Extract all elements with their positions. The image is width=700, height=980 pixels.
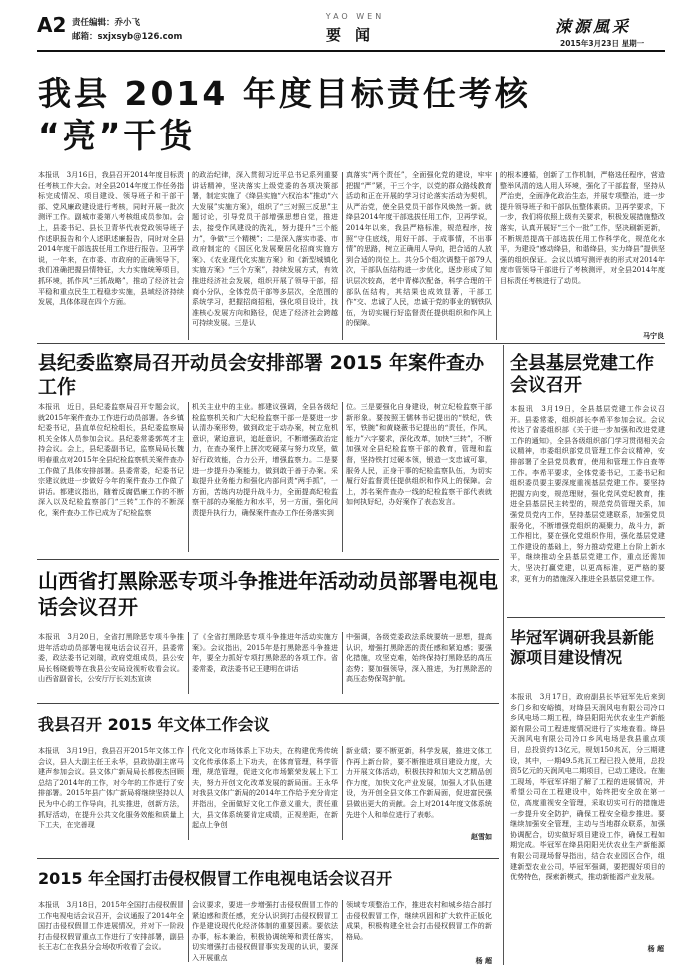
story-headline: 县纪委监察局召开动员会安排部署 2015 年案件查办工作 [38,352,485,398]
story-column: 本报讯 近日，县纪委监察局召开专题会议，就2015年案件查办工作进行动员部署。各乡镇纪委书记，县直单位纪检组长，县纪委监察局机关全体人员参加会议。县纪委常委郭英才主持会议。会上，县纪委副书记，监察局局长魏明春重点对2015年全县纪检监察机关案件查办工作做了具体安排部署。县委常委，纪委书记宗建议就进一步做好今年的案件查办工作做了讲话。都建议指出，随着反腐倡廉工作的不断深入以及纪检监察部门“三转”工作的不断深化，案件查办工作已成为了纪检监察 [38,402,184,517]
story-column: 位。三是要强化自身建设，树立纪检监察干部新形象。要按照王儒林书记提出的“铁纪，铁军，铁腕”和黄晓薇书记提出的“责任，作风，能力”六字要求，深化改革，加快“三转”，不断加强对全县纪检监察干部的教育，管理和监督，坚持铁打过硬本领，锻造一支忠诚可靠，服务人民，正身干事的纪检监察队伍，为切实履行好监督责任提供组织和作风上的保障。会上，苏名案件查办一线的纪检监察干部代表就如何执好纪，办好案作了表态发言。 [346,402,492,507]
story-headline: 2015 年全国打击侵权假冒工作电视电话会议召开 [38,869,393,888]
page-number: A2 [37,13,67,37]
lead-headline-line2: “亮”干货 [38,116,196,155]
section-rule [37,703,499,704]
story-headline: 毕冠军调研我县新能源项目建设情况 [510,628,655,667]
column-divider [188,402,189,552]
column-divider [342,172,343,340]
column-divider [342,402,343,552]
editor-credit: 责任编辑：乔小飞 [72,18,141,28]
lead-story-column-3: 真落实“两个责任”，全面强化党的建设，牢牢把握“严”紧，干三个字，以党的群众路线教育活动和正在开展的学习讨论落实活动为契机，从严治党，使全县党员干部作风焕然一新。就绛县2014年度干部选拔任用工作，卫再学说，2014年以来，我县严格标准，规范程序，按照“守住底线，用好干部、于成事情，不出事情”的思路，树立正确用人导向，把合适的人放到合适的岗位上。共分5个组次调整干部79人次，干部队伍结构进一步优化，逐步形成了知识层次较高，老中青梯次配备，科学合理的干部队伍结构，其结果也成效显著，干部工作“交、忠诚了人民，忠诚于党的事业的钢铁队伍，为切实履行好监督责任提供组织和作风上的保障。 [346,170,492,328]
section-rule [37,343,665,344]
story-author: 杨 超 [647,945,664,953]
section-rule [507,617,665,618]
story-column: 会议要求，要进一步增强打击侵权假冒工作的紧迫感和责任感，充分认识到打击侵权假冒工作是建设现代化经济体制的重要因素。要依法办事，标本兼治，积极协调统筹和责任落实，切实增强打击侵权假冒事实发现的认识，要深入开展重点 [192,900,338,962]
section-rule [37,559,499,560]
column-divider [188,746,189,840]
lead-story-column-2: 的政治纪律，深入贯彻习近平总书记系列重要讲话精神，坚决落实上级党委的各项决策部署，制定实施了《绛县实施“六权治本”推动“六大发展”实施方案》，组织了“三对照三反思”主题讨论，引导党员干部增强思想自觉，推进去，接受作风建设的洗礼，努力提升“三个能力”，争做“三个精模”；二是深入落实市委、市政府制定的《国区化发展聚居化招商实施方案》、《农业现代化实施方案》和《新型城镇化实施方案》“三个方案”，持续发展方式，有效推进经济社会发展，组织开展了领导干部，招商小分队，全体党员干部等多层次，全范围的系统学习，把握招商招租，强化项目设计，找准核心发展方向和路径，促进了经济社会跨越可持续发展。三是认 [192,170,338,328]
lead-story-author: 马宁良 [643,332,664,340]
story-column: 机关主业中的主业。都建议强调，全县各级纪检监察机关和广大纪检监察干部一是要进一步认清办案形势，做到政定于动办案，树立危机意识，紧迫意识，追赶意识，不断增强政治定力，在查办案件上拼次吃硬菜与努力攻坚，做好行政效能，合力公开，增强监察力。二是要进一步提升办案能力，做到敢于善于办案。采取提升业务能力和强化内部问责“两手抓”，一方面，苦练内功提升战斗力，全面提高纪检监察干部的办案能力和水平，另一方面，强化问责提升执行力，确保案件查办工作任务落实到 [192,402,338,517]
story-author: 赵雪如 [471,833,492,841]
column-divider [188,900,189,962]
section-pinyin: YAO WEN [325,12,385,21]
story-headline: 我县召开 2015 年文体工作会议 [38,715,270,734]
issue-date: 2015年3月23日 星期一 [560,39,645,48]
story-column: 本报讯 3月19日，我县召开2015年文体工作会议，县人大副主任王永华，县政协副主席马建声参加会议。县文体广新局局长都俊杰回顾总结了2014年的工作，对今年的工作进行了安排部署。2015年县广体广新局将继续坚持以人民为中心的工作导向，扎实推进，创新方法，抓好活动，在提升公共文化服务效能和质量上下工夫，在完善现 [38,746,184,830]
story-column: 代化文化市场体系上下功夫，在构建优秀传统文化传承体系上下功夫，在体育管理，科学管理，规范管理，促进文化市场繁荣发展上下工夫，努力开创文化改革发展的新局面。王永华对我县文体广新局的2014年工作给予充分肯定并指出，全面做好文化工作意义重大，责任重大，县文体系统要肯定成绩，正视差距，在新起点上争创 [192,746,338,830]
column-divider [496,172,497,340]
section-title: 要闻 [325,26,384,44]
lead-story-column-4: 的根本遵循，创新了工作机制，严格选任程序，营造整举风清的选人用人环境，强化了干部监督，坚持从严治吏，全面净化政治生态，并展专项整治，进一步提升领导班子和干部队伍整体素质。卫再学要求，下一步，我们将依照上级有关要求，积极发展措施整改落实，认真开展好“三个一批”工作，坚决刷新更新，不断规范提高干部选拔任用工作科学化，规范化水平，为建设“感动绛县，和谐绛县，实力绛县”提供坚强的组织保证。会议以填写测评表的形式对2014年度市管领导干部进行了考核测评，对全县2014年度目标责任考核进行了动员。 [500,170,665,285]
lead-story-column-1: 本报讯 3月16日，我县召开2014年度目标责任考核工作大会。对全县2014年度工作任务指标完成情况、项目建设、领导班子和干部干部、党风廉政建设进行考核，同时开展一批次测评工作。副城市委第八考核组成员参加。会上，县委书记、县长卫青华代表党政领导班子作述职报告和个人述职述廉报告，同时对全县2014年度干部选拔任用工作进行报告。卫再学说，一年来，在市委、市政府的正确领导下，我们准确把握县情特征，大力实施统筹项目，抓环境，抓作风“三抓战略”，推动了经济社会平稳和重点民生工程稳步实施，县域经济持续发展，具体体现在四个方面。 [38,170,184,307]
column-divider [342,746,343,840]
story-column: 本报讯 3月18日，2015年全国打击侵权假冒工作电视电话会议召开，会议通报了2014年全国打击侵权假冒工作进展情况，并对下一阶段打击侵权假冒重点工作进行了安排部署，副县长王志仁在我县分会场收听收看了会议。 [38,900,184,952]
lead-headline-line1: 我县 2014 年度目标责任考核 [38,74,531,113]
story-column: 了《全省打黑除恶专项斗争推进年活动实施方案》。会议指出，2015年是打黑除恶斗争推进年，要全力抓好专项打黑除恶的各项工作。省委常委，政法委书记王建明在讲话 [192,632,338,673]
column-divider [188,632,189,694]
column-divider [342,900,343,962]
story-headline: 全县基层党建工作会议召开 [510,353,654,396]
story-column: 新业绩；要不断更新，科学发展，推进文体工作再上新台阶，要不断推进项目建设力度，大力开展文体活动，积极扶持和加大文艺精品创作力度，加快文化产业发展，加强人才队伍建设，为开创全县文体工作新局面，促进富民强县做出更大的贡献。会上对2014年度文体系统先进个人和单位进行了表彰。 [346,746,492,819]
right-column-divider [503,345,504,965]
story-body: 本报讯 3月17日，政府副县长毕冠军先后来到乡门乡和安峪镇，对绛县天润风电有限公司冷口乡风电场二期工程，绛县阳阳光伏农业生产新能源有限公司工程进度情况进行了实地查看。绛县天润风电有限公司冷口乡风电场是我县重点项目，总投资约13亿元，规划150兆瓦，分三期建设，其中，一期49.5兆瓦工程已投入使用，总投资5亿元的天润风电二期项目，已动工建设。在施工现场，毕冠军详细了解了工程的进展情况，并希望公司在工程建设中，始终把安全放在第一位，高度重视安全管理，采取切实可行的措施进一步提升安全防护，确保工程安全稳步推进。要继续加强安全管理，主动与当地群众联系，加强协调配合，切实做好项目建设工作，确保工程如期完成。毕冠军在绛县阳阳光伏农业生产新能源有限公司现场督导指出，结合农业园区合作，组建新型农业公司，毕冠军强调，要把握好项目的优势特色，探索新模式，推动新能源产业发展。 [510,692,665,882]
story-column: 本报讯 3月20日，全省打黑除恶专项斗争推进年活动动员部署电视电话会议召开，县委常委，政法委书记刘瑞，政府党组成员，县公安局长杨晓毅等在我县公安局设视听收看会议。山西省副省长，公安厅厅长刘杰宣读 [38,632,184,684]
newspaper-brand: 涑源風采 [555,17,632,36]
column-divider [188,172,189,340]
story-headline: 山西省打黑除恶专项斗争推进年活动动员部署电视电话会议召开 [38,569,498,619]
story-column: 领域专项整治工作，推进农村和城乡结合部打击侵权假冒工作，继续巩固和扩大软件正版化成果，积极构建全社会打击侵权假冒工作的新格局。 [346,900,492,941]
header-rule [37,50,665,52]
section-rule [37,858,499,859]
story-column: 中强调，各级党委政法系统要统一思想，提高认识，增强打黑除恶的责任感和紧迫感；要强化措施，攻坚克难，始终保持打黑除恶的高压态势；要加强领导，深入推进，为打黑除恶的高压态势保驾护航。 [346,632,492,684]
story-author: 杨 超 [475,957,492,965]
story-body: 本报讯 3月19日，全县基层党建工作会议召开。县委常委，组织部长李希平参加会议。会议传达了省委组织部《关于进一步加强和改进党建工作的通知》，全县各级组织部门学习贯彻相关会议精神，市委组织部党员管理工作会议精神，安排部署了全县党员教育，使用和管理工作自查等工作。李希平要求，全体党委书记，工委书记和组织委员要主要深度重视基层党建工作。要坚持把握方向变，规范理财，强化党风党纪教育，推进全县基层民主转型的，规范党员管理关系，加强党员党内工作，坚持基层党建联系，加强党员服务化，不断增强党组织的凝聚力，战斗力，新工作相比，要在强化党组织作用，强化基层党建工作建设的基础上，努力推动党建上台阶上新水平，继续推动全县基层党建工作，重点还需加大，坚决打赢党建，以更高标准，更严格的要求，更有力的措施深入推进全县基层党建工作。 [510,404,665,583]
editor-email[interactable]: 邮箱：sxjxsyb@126.com [72,32,183,42]
column-divider [342,632,343,694]
